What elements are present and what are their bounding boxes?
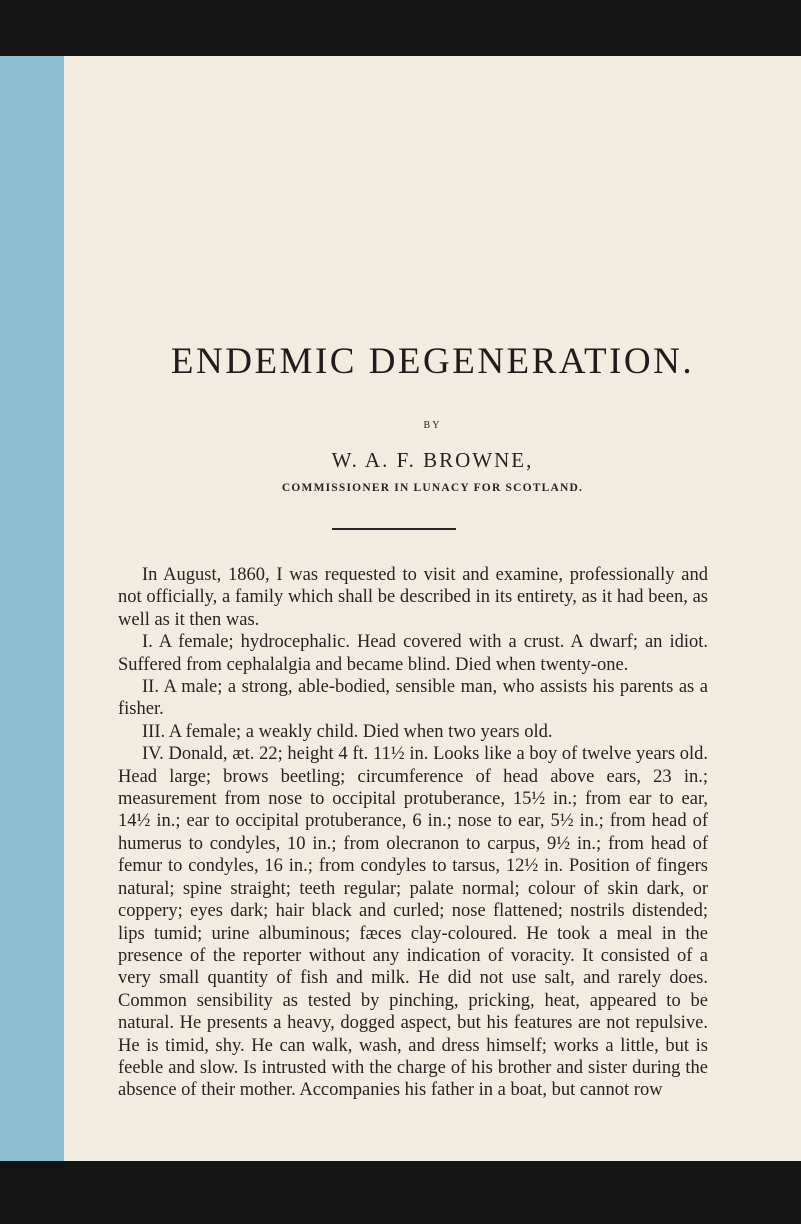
byline: BY xyxy=(423,420,442,431)
paragraph-case-1: I. A female; hydrocephalic. Head covered with a crust. A dwarf; an idiot. Suffered from cephalalgia and became blind. Died when twenty-one. xyxy=(118,632,708,675)
blue-cover-edge xyxy=(0,56,72,1161)
author-role: COMMISSIONER IN LUNACY FOR SCOTLAND. xyxy=(281,482,584,494)
article-body xyxy=(118,564,708,1102)
paragraph-case-4: IV. Donald, æt. 22; height 4 ft. 11½ in. Looks like a boy of twelve years old. Head large; brows beetling; circumference of head above ears, 23 in.; measurement from nose to occipital protuberance, 15½ in.; from ear to ear, 14½ in.; ear to occipital protuberance, 6 in.; nose to ear, 5½ in.; from head of humerus to condyles, 10 in.; from olecranon to carpus, 9½ in.; from head of femur to condyles, 16 in.; from condyles to tarsus, 12½ in. Position of fingers natural; spine straight; teeth regular; palate normal; colour of skin dark, or coppery; eyes dark; hair black and curled; nose flattened; nostrils distended; lips tumid; urine albuminous; fæces clay-coloured. He took a meal in the presence of the reporter without any indication of voracity. It consisted of a very small quantity of fish and milk. He did not use salt, and rarely does. Common sensibility as tested by pinching, pricking, heat, appeared to be natural. He presents a heavy, dogged aspect, but his features are not repulsive. He is timid, shy. He can walk, wash, and dress himself; works a little, but is feeble and slow. Is intrusted with the charge of his brother and sister during the absence of their mother. Accompanies his father in a boat, but cannot row xyxy=(118,744,708,1101)
book-page xyxy=(64,56,801,1161)
paragraph-case-2: II. A male; a strong, able-bodied, sensible man, who assists his parents as a fisher. xyxy=(118,677,708,720)
article-title: ENDEMIC DEGENERATION. xyxy=(170,341,695,382)
divider-rule xyxy=(332,528,456,530)
author-name: W. A. F. BROWNE, xyxy=(331,448,534,472)
paragraph-intro: In August, 1860, I was requested to visit and examine, professionally and not officially, a family which shall be described in its entirety, as it had been, as well as it then was. xyxy=(118,565,708,630)
paragraph-case-3: III. A female; a weakly child. Died when two years old. xyxy=(142,721,553,742)
